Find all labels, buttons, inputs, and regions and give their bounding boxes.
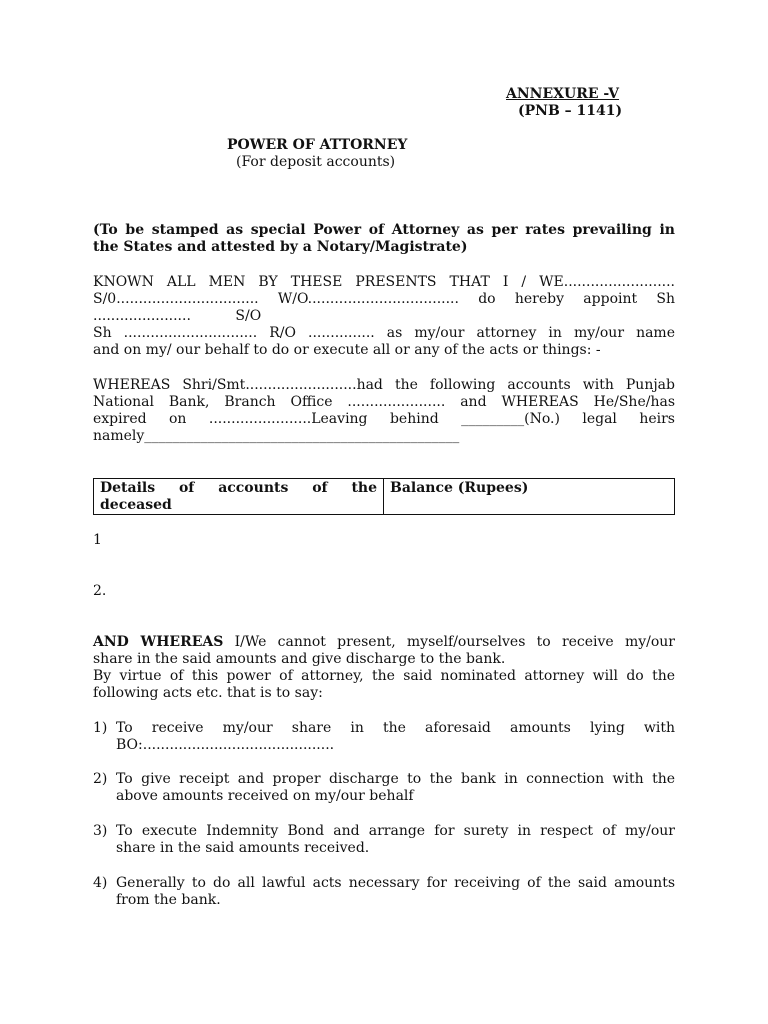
list-number: 1)	[93, 720, 108, 736]
list-line: BO:...........................................	[116, 737, 335, 753]
paragraph-line: Sh .............................. R/O ............... as my/our attorney in my/our name	[93, 325, 675, 341]
entry-1: 1	[93, 532, 102, 548]
table-header-balance: Balance (Rupees)	[384, 479, 675, 515]
whereas-paragraph	[93, 377, 675, 445]
list-line: To receive my/our share in the aforesaid amounts lying with	[116, 720, 675, 736]
stamp-note-line: the States and attested by a Notary/Magistrate)	[93, 239, 468, 255]
paragraph-line: By virtue of this power of attorney, the said nominated attorney will do the	[93, 668, 675, 684]
and-whereas-lead: AND WHEREAS	[93, 634, 224, 650]
paragraph-line: share in the said amounts and give discharge to the bank.	[93, 651, 506, 667]
list-text	[116, 823, 675, 857]
stamp-note	[93, 222, 675, 256]
list-line: from the bank.	[116, 892, 221, 908]
paragraph-line: following acts etc. that is to say:	[93, 685, 323, 701]
list-number: 4)	[93, 875, 108, 891]
accounts-table	[93, 478, 675, 515]
annexure-label: ANNEXURE -V	[506, 86, 620, 102]
and-whereas-paragraph	[93, 634, 675, 702]
table-header-details: Details of accounts of the deceased	[94, 479, 384, 515]
list-text	[116, 875, 675, 909]
paragraph-line	[93, 634, 675, 651]
table-row	[94, 479, 675, 515]
appointment-paragraph	[93, 274, 675, 359]
list-number: 3)	[93, 823, 108, 839]
paragraph-line: ...................... S/O	[93, 308, 262, 324]
paragraph-line: S/0................................ W/O.................................. do hereby appoint Sh	[93, 291, 675, 307]
list-text	[116, 771, 675, 805]
paragraph-line: namely_____________________________________________	[93, 428, 460, 444]
list-text	[116, 720, 675, 754]
entry-2: 2.	[93, 583, 107, 599]
list-number: 2)	[93, 771, 108, 787]
list-line: To execute Indemnity Bond and arrange for surety in respect of my/our	[116, 823, 675, 839]
list-line: share in the said amounts received.	[116, 840, 370, 856]
paragraph-line: and on my/ our behalf to do or execute all or any of the acts or things: -	[93, 342, 601, 358]
page-title: POWER OF ATTORNEY	[227, 137, 408, 153]
form-code: (PNB – 1141)	[518, 103, 623, 119]
paragraph-text: I/We cannot present, myself/ourselves to receive my/our	[223, 634, 675, 650]
annexure-header	[500, 86, 670, 120]
page-subtitle: (For deposit accounts)	[236, 154, 396, 170]
paragraph-line: expired on .......................Leaving behind _________(No.) legal heirs	[93, 411, 675, 427]
paragraph-line: WHEREAS Shri/Smt.........................had the following accounts with Punjab	[93, 377, 675, 393]
list-line: above amounts received on my/our behalf	[116, 788, 414, 804]
list-line: Generally to do all lawful acts necessary for receiving of the said amounts	[116, 875, 675, 891]
paragraph-line: National Bank, Branch Office ...................... and WHEREAS He/She/has	[93, 394, 675, 410]
stamp-note-line: (To be stamped as special Power of Attorney as per rates prevailing in	[93, 222, 675, 238]
list-line: To give receipt and proper discharge to the bank in connection with the	[116, 771, 675, 787]
paragraph-line: KNOWN ALL MEN BY THESE PRESENTS THAT I / WE.........................	[93, 274, 675, 290]
